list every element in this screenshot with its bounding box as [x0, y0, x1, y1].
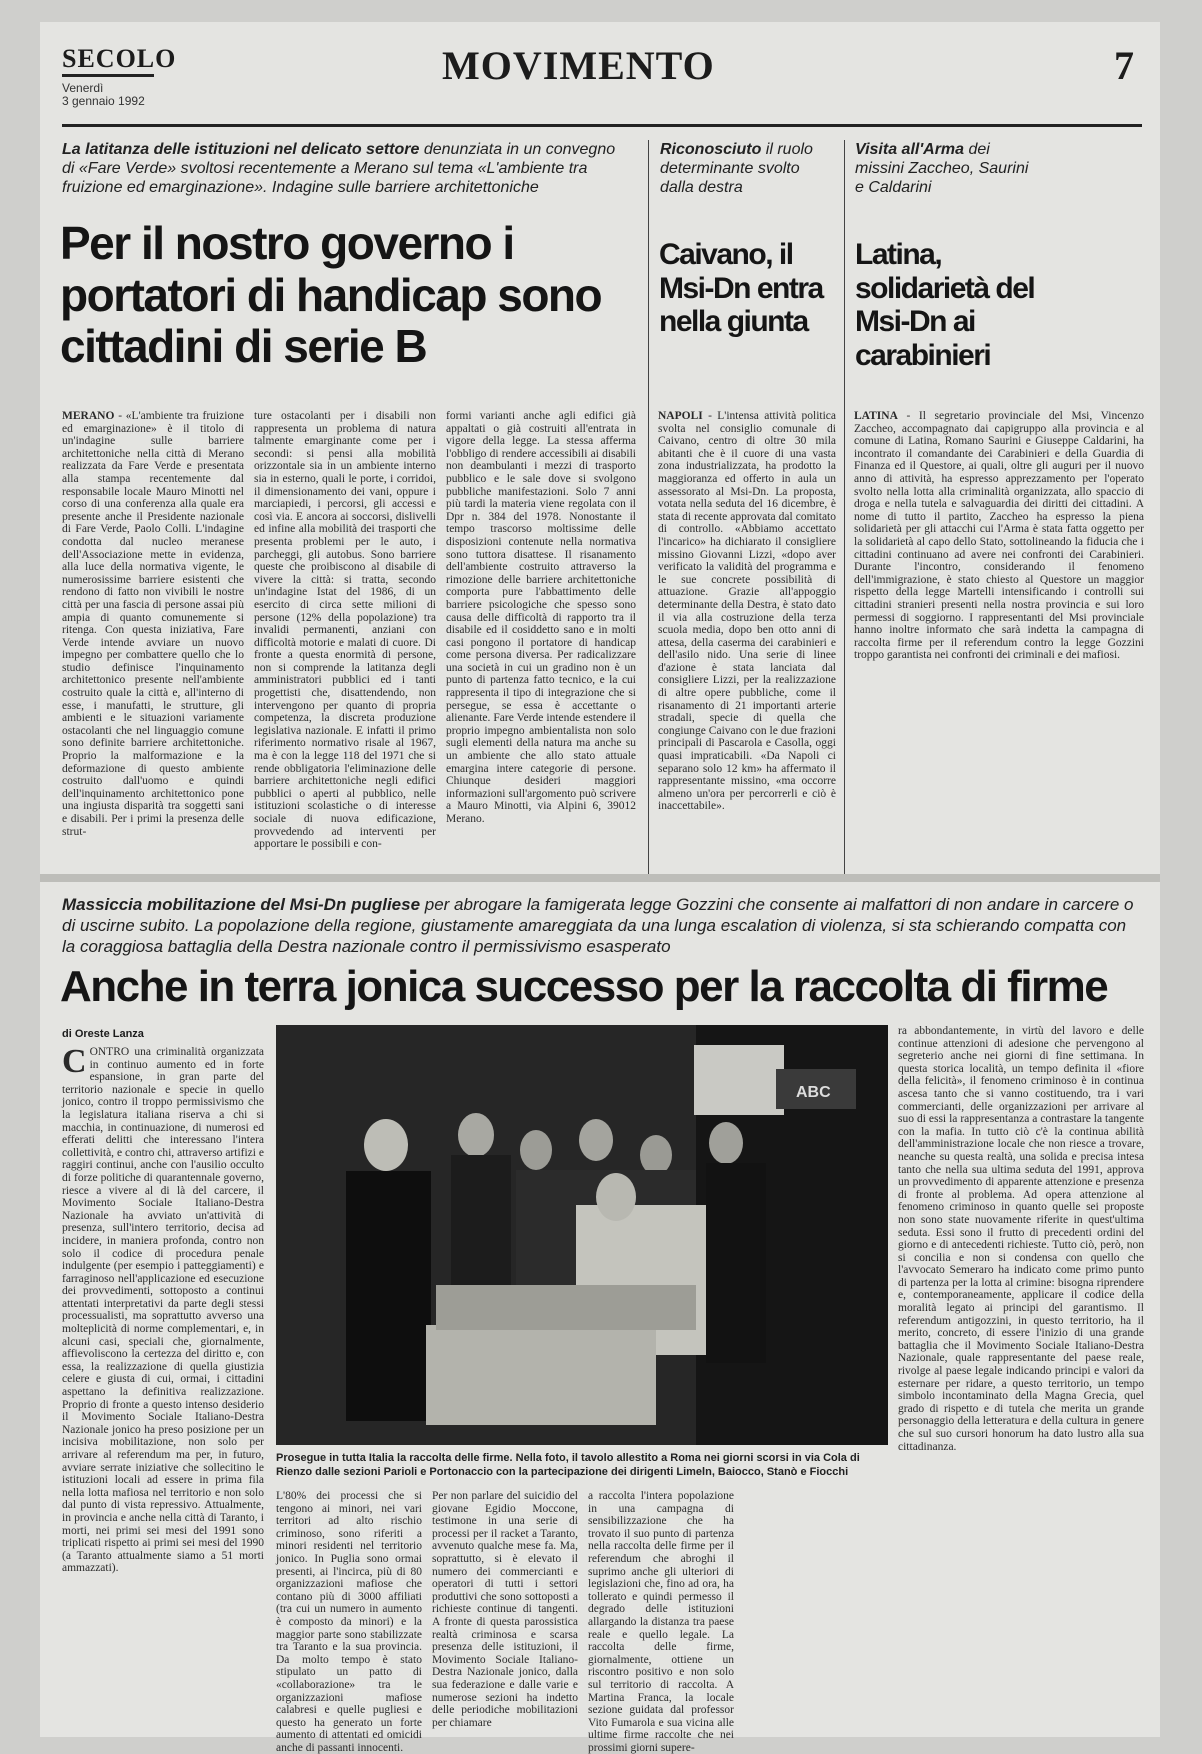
main-col1-text: - «L'ambiente tra fruizione ed emarginazione» è il titolo di un'indagine sulle barriere architettoniche nella città di Merano realizzata da Fare Verde e presentata alla stampa recentemente dal responsabile locale Mauro Minotti nel corso di una conferenza alla quale era presente anche il Presidente nazionale di Fare Verde, Paolo Colli. L'indagine condotta dal nucleo meranese dell'Associazione mette in evidenza, alla luce della normativa vigente, le numerosissime barriere esistenti che rendono di fatto non vivibili le nostre città per una fascia di persone assai più ampia di quanto comunemente si ritenga. Con questa iniziativa, Fare Verde intende avviare un nuovo impegno per combattere quello che lo studio definisce l'inquinamento architettonico presente nell'ambiente costruito quale la città e, all'interno di esse, i manufatti, le strutture, gli ambienti e le situazioni variamente ostacolanti che nel linguaggio comune sono definite barriere architettoniche. Proprio la malformazione e la deformazione di questo ambiente costruito dall'uomo e quindi dell'inquinamento architettonico pone una ingiusta disparità tra soggetti sani e disabili. Per i primi la presenza delle strut-	[62, 410, 245, 838]
second-article-headline: Anche in terra jonica successo per la raccolta di firme	[60, 962, 1108, 1011]
latina-dateline: LATINA	[854, 410, 898, 422]
drop-cap: C	[62, 1043, 87, 1080]
second-article-column-2: L'80% dei processi che si tengono ai minori, nei vari territori ad alto rischio criminoso, sono riferiti a minori residenti nel territorio jonico. In Puglia sono ormai presenti, ai l'incirca, più di 80 organizzazioni mafiose che contano più di 3000 affiliati (tra cui un numero in aumento è composto da minori) e la maggior parte sono stabilizzate tra Taranto e la sua provincia. Da molto tempo è stato stipulato un patto di «collaborazione» tra le organizzazioni mafiose calabresi e quelle pugliesi e questo ha generato un forte aumento di attentati ed omicidi anche di passanti innocenti.	[276, 1490, 422, 1754]
main-kicker-bold: La latitanza delle istituzioni nel delicato settore	[62, 141, 420, 158]
caivano-dateline: NAPOLI	[658, 410, 703, 422]
second-col1-text: ONTRO una criminalità organizzata in continuo aumento ed in forte espansione, in gran parte del territorio nazionale e specie in quello jonico, contro il troppo permissivismo che la legislatura italiana riserva a chi si macchia, in continuazione, di numerosi ed efferati delitti che interessano l'intera collettività, e contro chi, attraverso artifizi e raggiri continui, anche con l'ausilio occulto di forze politiche di quarantennale governo, riesce a vivere al di là del carcere, il Movimento Sociale Italiano-Destra Nazionale ha avviato un'attività di presenza, sull'intero territorio, decisa ad incidere, in maniera profonda, contro non solo il codice di procedura penale indulgente (per esempio i patteggiamenti) e farraginoso nell'applicazione ed esecuzione dei provvedimenti, sottoposto a continui attentati interpretativi da parte degli stessi processualisti, ma soprattutto avverso una molteplicità di norme complementari, e, in alcuni casi, speciali che, giornalmente, affievoliscono la certezza del diritto e, con essa, la realizzazione di quella giustizia celere e giusta di cui, ormai, i cittadini aspettano la definitiva realizzazione. Proprio di fronte a questo intenso desiderio il Movimento Sociale Italiano-Destra Nazionale jonico ha preso posizione per un incisiva mobilitazione, non solo per arrivare al referendum ma per, in futuro, avviare serrate iniziative che sollecitino le istituzioni locali ad essere in prima fila nella lotta mafiosa nel territorio e non solo dal punto di vista repressivo. Attualmente, in provincia e anche nella città di Taranto, i morti, nei primi sei mesi del 1991 sono triplicati rispetto ai primi sei mesi del 1990 (a Taranto attualmente siamo a 51 morti ammazzati).	[62, 1046, 264, 1575]
column-divider	[648, 140, 649, 878]
caivano-headline: Caivano, il Msi-Dn entra nella giunta	[659, 238, 823, 339]
main-kicker-rest: denunziata in un convegno di «Fare Verde» svoltosi recentemente a Merano sul tema «L'ambiente tra fruizione ed emarginazione». Indagine sulle barriere architettoniche	[62, 141, 616, 196]
newspaper-logo: SECOLO	[62, 44, 177, 73]
second-kicker-rest: per abrogare la famigerata legge Gozzini che consente ai malfattori di non andare in carcere o di uscirne subito. La popolazione della regione, giustamente amareggiata da una lunga escalation di violenza, si sta schierando compatta con la coraggiosa battaglia della Destra nazionale contro il permissivismo esasperato	[62, 895, 1134, 956]
logo-underline	[62, 74, 154, 77]
issue-full-date: 3 gennaio 1992	[62, 94, 145, 108]
main-dateline: MERANO	[62, 410, 115, 422]
caivano-body	[658, 410, 836, 868]
second-kicker-bold: Massiccia mobilitazione del Msi-Dn pugliese	[62, 895, 421, 914]
caivano-kicker-bold: Riconosciuto	[660, 141, 762, 158]
page-number: 7	[1114, 43, 1134, 88]
photo-crowd-illustration	[276, 1025, 888, 1445]
byline: di Oreste Lanza	[62, 1028, 144, 1040]
photo-shop-sign: ABC	[796, 1084, 831, 1101]
second-article-column-5: ra abbondantemente, in virtù del lavoro e delle continue attenzioni di adesione che pervengono al segreterio anche nei giorni di fine settimana. In questa storica località, un tempo definita il «fiore della felicità», il fenomeno criminoso è in continua ascesa tanto che si vanno costituendo, tra i vari commercianti, delle organizzazioni per arrivare al suo di essi la rappresentanza a contrastare la tangente con la mafia. In tutto ciò c'è la continua abilità dell'amministrazione locale che non riesce a trovare, neanche su questa realtà, una solida e precisa intesa tanto che nella sua ultima seduta del 1991, approva un provvedimento di apparente attenzione e presenza di fronte al problema. Ad opera attenzione al fenomeno criminoso in quanto quelle sei proposte non sono state nuovamente riferite in quest'ultima seduta. Essi sono il frutto di precedenti ordini del giorno e di antecedenti richieste. Tutto ciò, però, non si concilia e non si condensa con quello che l'avvocato Semeraro ha indicato come primo punto di partenza per la lotta al crimine: bisogna riprendere e, contemporaneamente, applicare il codice della moralità legato ai principi del garantismo. Il referendum antigozzini, in questo territorio, ha il merito, concreto, di essere l'inizio di una grande battaglia che il Movimento Sociale Italiano-Destra Nazionale, quale rappresentante del paese reale, rivolge al paese legale indicando principi e valori da esternare per ridare, a questo territorio, un tempo simbolo incontaminato della Magna Grecia, quel grado di rispetto e di tutela che merita un grande personaggio della letteratura e della cultura in genere che sul suo cursori honorum ha dato lustro alla sua cittadinanza.	[898, 1025, 1144, 1453]
news-photo	[276, 1025, 888, 1445]
main-article-column-3: formi varianti anche agli edifici già appaltati o già costruiti all'entrata in vigore della legge. La stessa afferma l'obbligo di rendere accessibili ai disabili non deambulanti i mezzi di trasporto pubblico e le sale dove si svolgono pubbliche manifestazioni. Solo 7 anni più tardi la materia viene regolata con il Dpr n. 384 del 1978. Nonostante il tempo trascorso moltissime delle disposizioni contenute nella normativa sono tuttora disattese. Il risanamento dell'ambiente costruito attraverso la rimozione delle barriere architettoniche comporta pure l'abbattimento delle barriere psicologiche che spesso sono causa delle difficoltà di rapporto tra il disabile ed il cosiddetto sano e in molti casi pongono il portatore di handicap come persona diversa. Per radicalizzare una società in cui un gradino non è un punto di partenza fatto tecnico, e la cui rappresenta il tipo di integrazione che si persegue, se essa è accettante o alienante. Fare Verde intende estendere il proprio impegno ambientalista non solo sugli elementi della natura ma anche su un ambiente che allo stato attuale emargina intere categorie di persone. Chiunque desideri maggiori informazioni sull'argomento può scrivere a Mauro Minotti, via Alpini 6, 39012 Merano.	[446, 410, 636, 825]
main-article-headline: Per il nostro governo i portatori di handicap sono cittadini di serie B	[60, 217, 602, 373]
main-article-kicker	[62, 140, 622, 197]
masthead	[62, 32, 1142, 127]
latina-headline: Latina, solidarietà del Msi-Dn ai carabinieri	[855, 238, 1035, 372]
second-article-column-3: Per non parlare del suicidio del giovane Egidio Moccone, testimone in una serie di processi per il racket a Taranto, avvenuto qualche mese fa. Ma, soprattutto, si è elevato il numero dei commercianti e operatori di tutti i settori produttivi che sono sottoposti a richieste continue di tangenti. A fronte di questa parossistica realtà criminosa e scarsa presenza delle istituzioni, il Movimento Sociale Italiano-Destra Nazionale jonico, dalla sua federazione e dalle varie e numerose sezioni ha indetto delle periodiche mobilitazioni per chiamare	[432, 1490, 578, 1729]
issue-day: Venerdì	[62, 81, 104, 95]
caivano-text: - L'intensa attività politica svolta nel consiglio comunale di Caivano, centro di oltre 30 mila abitanti che è il cuore di una vasta zona industrializzata, ha prodotto la maggioranza ed offerto in aula un assessorato al Msi-Dn. La proposta, votata nella seduta del 16 dicembre, è stata di recente approvata dal comitato di controllo. «Abbiamo accettato l'incarico» ha dichiarato il consigliere missino Giovanni Lizzi, «dopo aver verificato la validità del programma e le sue concrete possibilità di attuazione. Grazie all'appoggio determinante della Destra, è stato dato il via alla costruzione della terza scuola media, dopo ben otto anni di attesa, della caserma dei carabinieri e dell'asilo nido. Una serie di linee d'azione è stata lanciata dal consigliere Lizzi, per la realizzazione di altre opere pubbliche, come il risanamento di 21 importanti arterie stradali, specie di quella che congiunge Caivano con le due frazioni principali di Pascarola e Casolla, oggi quasi impraticabili. «Da Napoli ci separano solo 12 km» ha affermato il rappresentante missino, «ma occorre almeno un'ora per percorrerli e ciò è inaccettabile».	[658, 410, 836, 813]
section-separator	[40, 874, 1160, 882]
second-article-column-4: a raccolta l'intera popolazione in una campagna di sensibilizzazione che ha trovato il suo punto di partenza nella raccolta delle firme per il referendum che abroghi il suprimo anche gli ulteriori di legislazioni che, fino ad ora, ha tollerato e quindi permesso il degrado delle istituzioni allargando la distanza tra paese reale e quello legale. La raccolta delle firme, giornalmente, ottiene un riscontro positivo e non solo sul territorio di raccolta. A Martina Franca, la locale sezione guidata dal professor Vito Fumarola e sua vicina alle ultime firme raccolte che nei prossimi giorni supere-	[588, 1490, 734, 1754]
section-title: MOVIMENTO	[442, 43, 715, 88]
latina-body	[854, 410, 1144, 868]
column-divider	[844, 140, 845, 878]
latina-kicker-bold: Visita all'Arma	[855, 141, 965, 158]
main-article-column-1	[62, 410, 244, 868]
latina-kicker-rest: dei missini Zaccheo, Saurini e Caldarini	[855, 141, 1029, 196]
second-article-kicker	[62, 894, 1142, 957]
latina-kicker	[855, 140, 1035, 197]
caivano-kicker-rest: il ruolo determinante svolto dalla destra	[660, 141, 813, 196]
newspaper-page	[40, 22, 1160, 1754]
latina-text: - Il segretario provinciale del Msi, Vincenzo Zaccheo, accompagnato dai capigruppo alla provincia e al comune di Latina, Romano Saurini e Giuseppe Caldarini, ha incontrato il comandante dei Carabinieri e della Guardia di Finanza ed il Questore, ai quali, oltre gli auguri per il nuovo anno di attività, ha espresso apprezzamento per l'operato svolto nella lotta alla criminalità organizzata, allo spaccio di droga e nella tutela e salvaguardia dei diritti dei cittadini. A nome di tutto il partito, Zaccheo ha espresso la piena solidarietà per gli attacchi cui l'Arma è stata fatta oggetto per la solidarietà al capo dello Stato, sottolineando la fiducia che i cittadini continuano ad avere nei confronti dei Carabinieri. Durante l'incontro, considerando il fenomeno dell'immigrazione, è stato chiesto al Questore un maggior rispetto della legge Martelli intensificando i controlli sui cittadini stranieri presenti nella nostra provincia e sui loro permessi di soggiorno. I rappresentanti del Msi provinciale hanno inoltre informato che sarà indetta la campagna di raccolta firme per il referendum contro la legge Gozzini troppo garantista nei confronti dei criminali e dei mafiosi.	[854, 410, 1145, 662]
caivano-kicker	[660, 140, 830, 197]
second-article-column-1	[62, 1043, 264, 1728]
photo-caption: Prosegue in tutta Italia la raccolta delle firme. Nella foto, il tavolo allestito a Roma nei giorni scorsi in via Cola di Rienzo dalle sezioni Parioli e Portonaccio con la partecipazione dei dirigenti Limeln, Baiocco, Stanò e Fiocchi	[276, 1452, 860, 1478]
main-article-column-2: ture ostacolanti per i disabili non rappresenta un problema di natura talmente emarginante come per i secondi: si pensi alla mobilità orizzontale sia in un ambiente interno sia in esterno, quali le porte, i corridoi, il dimensionamento dei vani, oppure i marciapiedi, i percorsi, gli accessi e così via. E ancora ai soccorsi, dislivelli ed infine alla mobilità dei trasporti che presenta problemi per le auto, i parcheggi, gli autobus. Sono barriere queste che proibiscono al disabile di vivere la città: si tratta, secondo un'indagine Istat del 1986, di un esercito di circa sette milioni di persone (12% della popolazione) tra invalidi permanenti, anziani con difficoltà motorie e malati di cuore. Di fronte a questa enormità di persone, non si comprende la latitanza degli amministratori pubblici ed i tanti progettisti che, disattendendo, non intervengono per quanto di propria competenza, la discreta produzione legislativa nazionale. E infatti il primo riferimento normativo risale al 1967, ma è con la legge 118 del 1971 che si rende obbligatoria l'eliminazione delle barriere architettoniche negli edifici pubblici o aperti al pubblico, nelle istituzioni scolastiche o di interesse sociale di nuova edificazione, provvedendo ad interventi per apportare le possibili e con-	[254, 410, 436, 851]
issue-date	[62, 82, 145, 108]
